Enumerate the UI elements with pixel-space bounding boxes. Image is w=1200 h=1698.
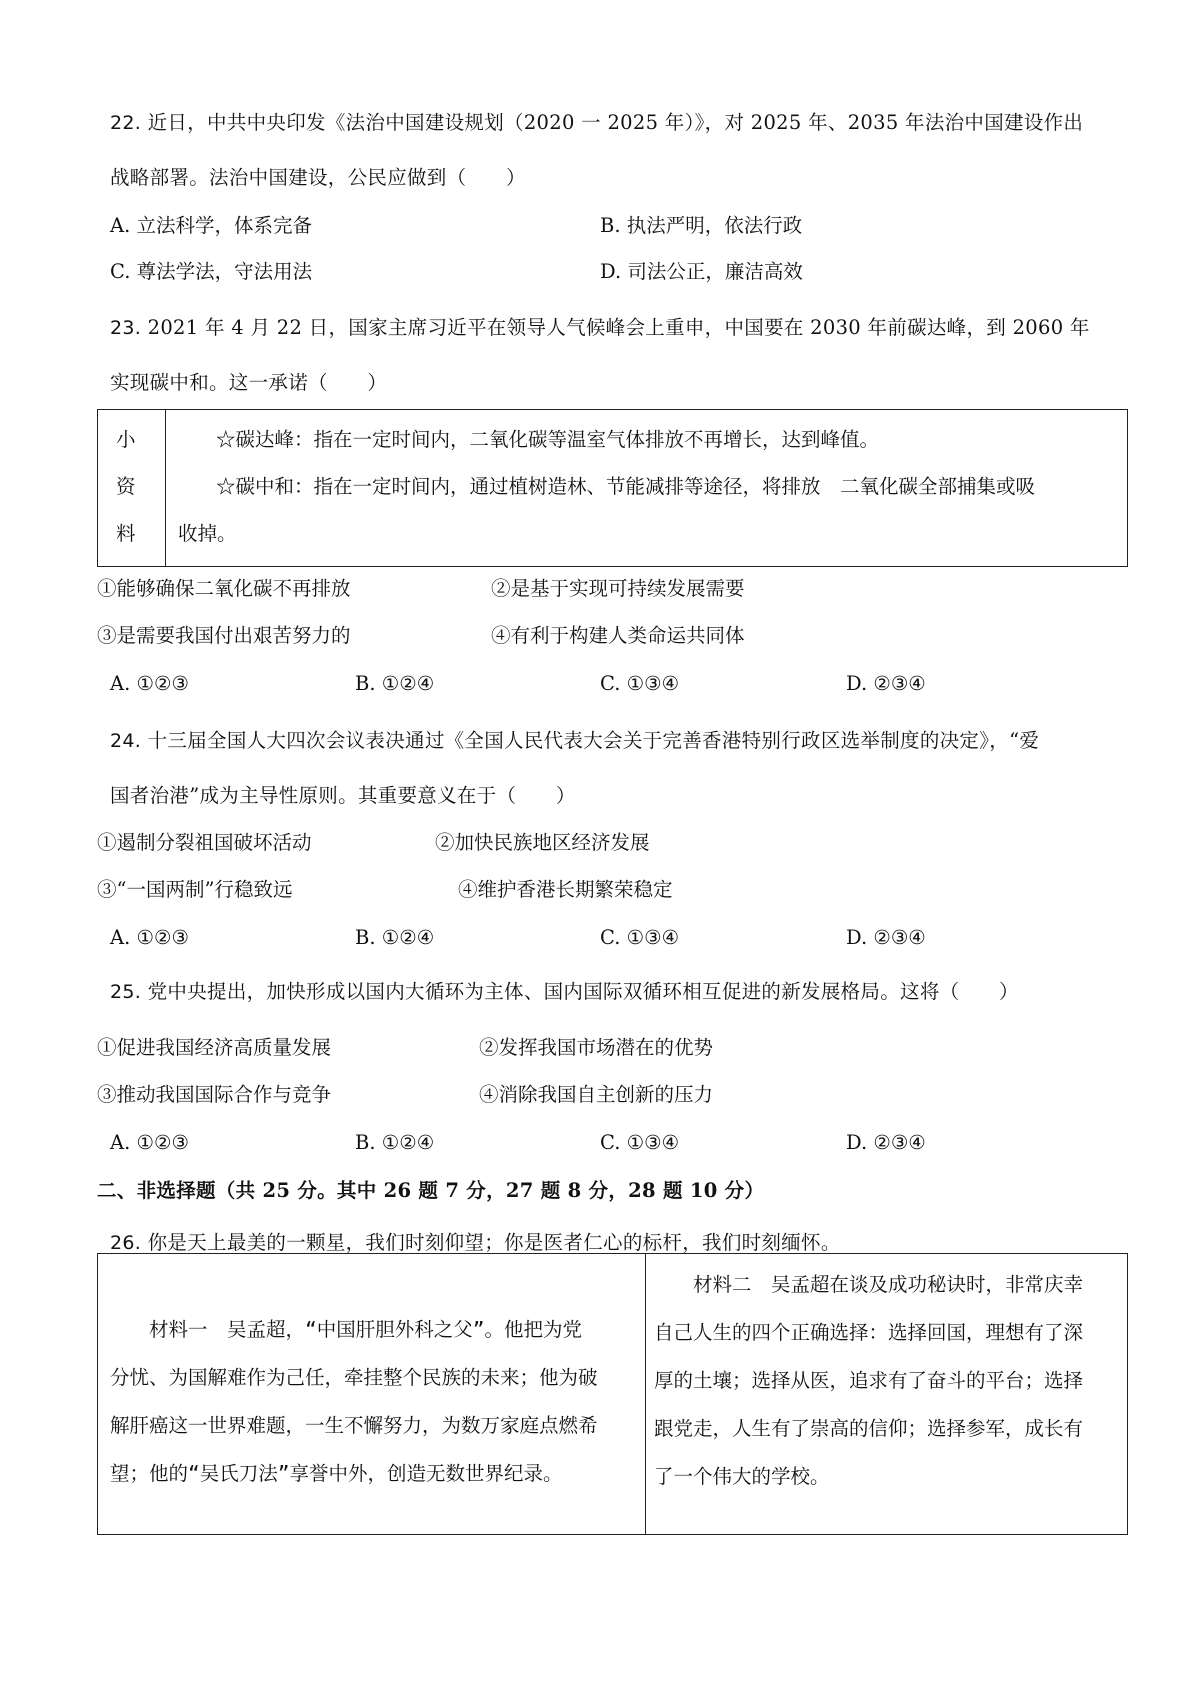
q25-option-a[interactable]: A. ①②③	[110, 1131, 189, 1154]
q23-option-d[interactable]: D. ②③④	[846, 672, 926, 695]
q23-info-box	[97, 409, 1128, 567]
q23-info-text2: ☆碳中和：指在一定时间内，通过植树造林、节能减排等途径，将排放 二氧化碳全部捕集或吸	[216, 475, 1036, 498]
q23-stem-line2: 实现碳中和。这一承诺（ ）	[110, 371, 388, 394]
q26-material2-line5: 了一个伟大的学校。	[654, 1465, 830, 1488]
q23-info-label-char3: 料	[116, 522, 136, 545]
q23-option-b[interactable]: B. ①②④	[355, 672, 435, 695]
q22-option-a[interactable]: A. 立法科学，体系完备	[110, 214, 312, 237]
q25-item-1: ①促进我国经济高质量发展	[97, 1036, 332, 1059]
q26-material1-line1: 材料一 吴孟超，“中国肝胆外科之父”。他把为党	[110, 1318, 582, 1341]
q22-stem-text1: 近日，中共中央印发《法治中国建设规划（2020 一 2025 年）》，对 2025 年、2035 年法治中国建设作出	[147, 111, 1084, 134]
q26-material2-line1: 材料二 吴孟超在谈及成功秘诀时，非常庆幸	[654, 1273, 1084, 1296]
q24-item-4: ④维护香港长期繁荣稳定	[458, 878, 673, 901]
q24-option-b[interactable]: B. ①②④	[355, 926, 435, 949]
q22-stem-line1	[110, 109, 1083, 137]
q24-number: 24.	[110, 730, 142, 752]
q23-item-3: ③是需要我国付出艰苦努力的	[97, 624, 351, 647]
q23-info-label-char1: 小	[116, 428, 136, 451]
q26-material1-line4: 望；他的“吴氏刀法”享誉中外，创造无数世界纪录。	[110, 1462, 563, 1485]
q24-stem-text1: 十三届全国人大四次会议表决通过《全国人民代表大会关于完善香港特别行政区选举制度的决定》，“爱	[147, 729, 1040, 752]
q23-info-box-label-cell	[98, 410, 166, 566]
q23-stem-line1	[110, 314, 1090, 342]
q26-material1-line3: 解肝癌这一世界难题，一生不懈努力，为数万家庭点燃希	[110, 1414, 598, 1437]
q24-item-1: ①遏制分裂祖国破坏活动	[97, 831, 312, 854]
q23-stem-text1: 2021 年 4 月 22 日，国家主席习近平在领导人气候峰会上重申，中国要在 2030 年前碳达峰，到 2060 年	[147, 316, 1090, 339]
q23-info-text1: ☆碳达峰：指在一定时间内，二氧化碳等温室气体排放不再增长，达到峰值。	[216, 428, 880, 451]
q26-material2-line3: 厚的土壤；选择从医，追求有了奋斗的平台；选择	[654, 1369, 1084, 1392]
q23-item-4: ④有利于构建人类命运共同体	[491, 624, 745, 647]
q24-option-d[interactable]: D. ②③④	[846, 926, 926, 949]
q22-option-d[interactable]: D. 司法公正，廉洁高效	[600, 260, 803, 283]
q25-number: 25.	[110, 981, 142, 1003]
q23-info-text3: 收掉。	[178, 522, 237, 545]
q25-stem-text1: 党中央提出，加快形成以国内大循环为主体、国内国际双循环相互促进的新发展格局。这将（ ）	[147, 980, 1019, 1003]
q22-option-b[interactable]: B. 执法严明，依法行政	[600, 214, 803, 237]
q24-option-a[interactable]: A. ①②③	[110, 926, 189, 949]
q26-materials-divider	[645, 1254, 646, 1534]
q25-option-c[interactable]: C. ①③④	[600, 1131, 680, 1154]
q26-number: 26.	[110, 1232, 142, 1254]
q26-material2-line4: 跟党走，人生有了崇高的信仰；选择参军，成长有	[654, 1417, 1084, 1440]
q26-stem-text1: 你是天上最美的一颗星，我们时刻仰望；你是医者仁心的标杆，我们时刻缅怀。	[147, 1231, 841, 1254]
q23-info-label-char2: 资	[116, 475, 136, 498]
q26-material2-line2: 自己人生的四个正确选择：选择回国，理想有了深	[654, 1321, 1084, 1344]
q22-stem-line2: 战略部署。法治中国建设，公民应做到（ ）	[110, 166, 526, 189]
q24-stem-line2: 国者治港”成为主导性原则。其重要意义在于（ ）	[110, 784, 576, 807]
q23-number: 23.	[110, 317, 142, 339]
q26-material1-line2: 分忧、为国解难作为己任，牵挂整个民族的未来；他为破	[110, 1366, 598, 1389]
q25-option-d[interactable]: D. ②③④	[846, 1131, 926, 1154]
q24-stem-line1	[110, 727, 1039, 755]
q23-option-a[interactable]: A. ①②③	[110, 672, 189, 695]
q25-stem-line1	[110, 978, 1019, 1006]
q24-option-c[interactable]: C. ①③④	[600, 926, 680, 949]
q25-item-4: ④消除我国自主创新的压力	[479, 1083, 714, 1106]
q22-option-c[interactable]: C. 尊法学法，守法用法	[110, 260, 313, 283]
q24-item-2: ②加快民族地区经济发展	[435, 831, 650, 854]
q25-option-b[interactable]: B. ①②④	[355, 1131, 435, 1154]
q25-item-3: ③推动我国国际合作与竞争	[97, 1083, 332, 1106]
q23-item-1: ①能够确保二氧化碳不再排放	[97, 577, 351, 600]
q23-option-c[interactable]: C. ①③④	[600, 672, 680, 695]
q22-number: 22.	[110, 112, 142, 134]
section-two-heading: 二、非选择题（共 25 分。其中 26 题 7 分，27 题 8 分，28 题 10 分）	[97, 1179, 765, 1202]
q23-item-2: ②是基于实现可持续发展需要	[491, 577, 745, 600]
q24-item-3: ③“一国两制”行稳致远	[97, 878, 293, 901]
q26-materials-table	[97, 1253, 1128, 1535]
q25-item-2: ②发挥我国市场潜在的优势	[479, 1036, 714, 1059]
